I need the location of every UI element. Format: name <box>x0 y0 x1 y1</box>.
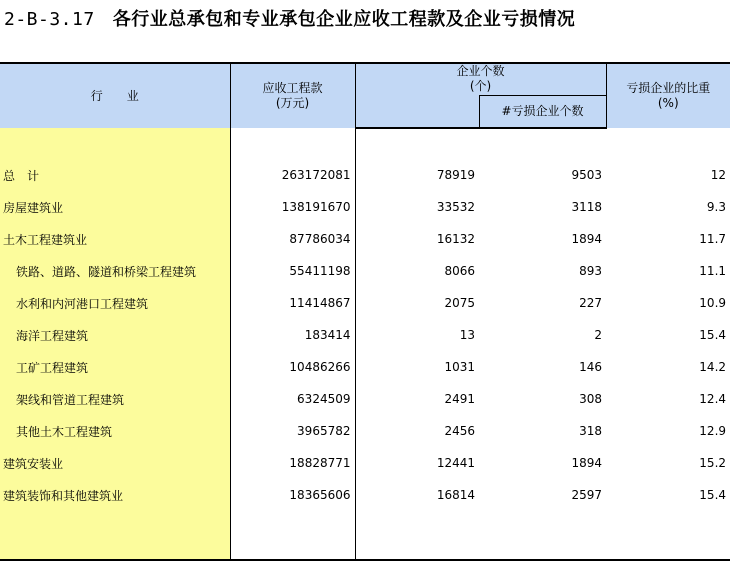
cell-receivable: 263172081 <box>230 159 355 191</box>
cell-loss-ratio: 12 <box>710 168 727 182</box>
cell-loss-enterprises: 227 <box>579 296 603 310</box>
cell-loss-enterprises: 2597 <box>571 488 603 502</box>
cell-loss-ratio: 9.3 <box>706 200 727 214</box>
header-enterprises: 企业个数 (个) <box>355 63 606 95</box>
table-body <box>0 128 730 560</box>
cell-loss-enterprises: 1894 <box>571 232 603 246</box>
cell-loss-ratio: 10.9 <box>699 296 727 310</box>
cell-receivable: 11414867 <box>230 287 355 319</box>
table-row <box>0 287 730 319</box>
cell-loss-enterprises: 9503 <box>571 168 603 182</box>
cell-enterprises: 1031 <box>444 360 475 374</box>
page-title <box>4 5 575 31</box>
header-loss-ratio: 亏损企业的比重 (%) <box>606 63 730 128</box>
row-label: 建筑安装业 <box>0 447 230 479</box>
table-row <box>0 255 730 287</box>
cell-receivable: 10486266 <box>230 351 355 383</box>
cell-loss-enterprises: 1894 <box>571 456 603 470</box>
row-label: 建筑装饰和其他建筑业 <box>0 479 230 511</box>
cell-enterprises: 16132 <box>436 232 475 246</box>
row-label: 其他土木工程建筑 <box>0 415 230 447</box>
row-label: 架线和管道工程建筑 <box>0 383 230 415</box>
header-industry: 行 业 <box>0 63 230 128</box>
row-label: 土木工程建筑业 <box>0 223 230 255</box>
header-loss-enterprises: #亏损企业个数 <box>479 95 606 128</box>
header-receivable: 应收工程款 (万元) <box>230 63 355 128</box>
cell-receivable: 87786034 <box>230 223 355 255</box>
cell-receivable: 6324509 <box>230 383 355 415</box>
row-label: 房屋建筑业 <box>0 191 230 223</box>
cell-loss-enterprises: 308 <box>579 392 603 406</box>
table-row <box>0 383 730 415</box>
table-row <box>0 159 730 191</box>
cell-loss-ratio: 15.2 <box>699 456 727 470</box>
row-label: 海洋工程建筑 <box>0 319 230 351</box>
cell-receivable: 3965782 <box>230 415 355 447</box>
cell-enterprises: 12441 <box>436 456 475 470</box>
cell-loss-enterprises: 2 <box>594 328 603 342</box>
cell-loss-ratio: 12.4 <box>699 392 727 406</box>
cell-enterprises: 2456 <box>444 424 475 438</box>
table-row <box>0 191 730 223</box>
table-title: 各行业总承包和专业承包企业应收工程款及企业亏损情况 <box>112 9 576 30</box>
cell-receivable: 18828771 <box>230 447 355 479</box>
row-label: 铁路、道路、隧道和桥梁工程建筑 <box>0 255 230 287</box>
cell-enterprises: 2491 <box>444 392 475 406</box>
cell-enterprises: 2075 <box>444 296 475 310</box>
cell-loss-ratio: 11.1 <box>699 264 727 278</box>
cell-receivable: 55411198 <box>230 255 355 287</box>
cell-receivable: 18365606 <box>230 479 355 511</box>
row-label: 水利和内河港口工程建筑 <box>0 287 230 319</box>
cell-loss-ratio: 14.2 <box>699 360 727 374</box>
table-row <box>0 351 730 383</box>
cell-enterprises: 78919 <box>436 168 475 182</box>
row-label: 工矿工程建筑 <box>0 351 230 383</box>
table-code: 2-B-3.17 <box>4 9 95 30</box>
cell-enterprises: 13 <box>459 328 475 342</box>
cell-receivable: 138191670 <box>230 191 355 223</box>
table-row <box>0 223 730 255</box>
cell-receivable: 183414 <box>230 319 355 351</box>
cell-enterprises: 8066 <box>444 264 475 278</box>
table-header <box>0 63 730 128</box>
cell-loss-enterprises: 893 <box>579 264 603 278</box>
cell-loss-enterprises: 146 <box>579 360 603 374</box>
cell-loss-enterprises: 318 <box>579 424 603 438</box>
table-row <box>0 415 730 447</box>
cell-loss-ratio: 11.7 <box>699 232 727 246</box>
cell-enterprises: 33532 <box>436 200 475 214</box>
cell-loss-enterprises: 3118 <box>571 200 603 214</box>
table-row <box>0 479 730 511</box>
cell-loss-ratio: 15.4 <box>699 488 727 502</box>
row-label-total: 总 计 <box>0 159 230 191</box>
cell-enterprises: 16814 <box>436 488 475 502</box>
table-row <box>0 447 730 479</box>
table-row <box>0 319 730 351</box>
statistics-table <box>0 62 730 561</box>
cell-loss-ratio: 15.4 <box>699 328 727 342</box>
cell-loss-ratio: 12.9 <box>699 424 727 438</box>
